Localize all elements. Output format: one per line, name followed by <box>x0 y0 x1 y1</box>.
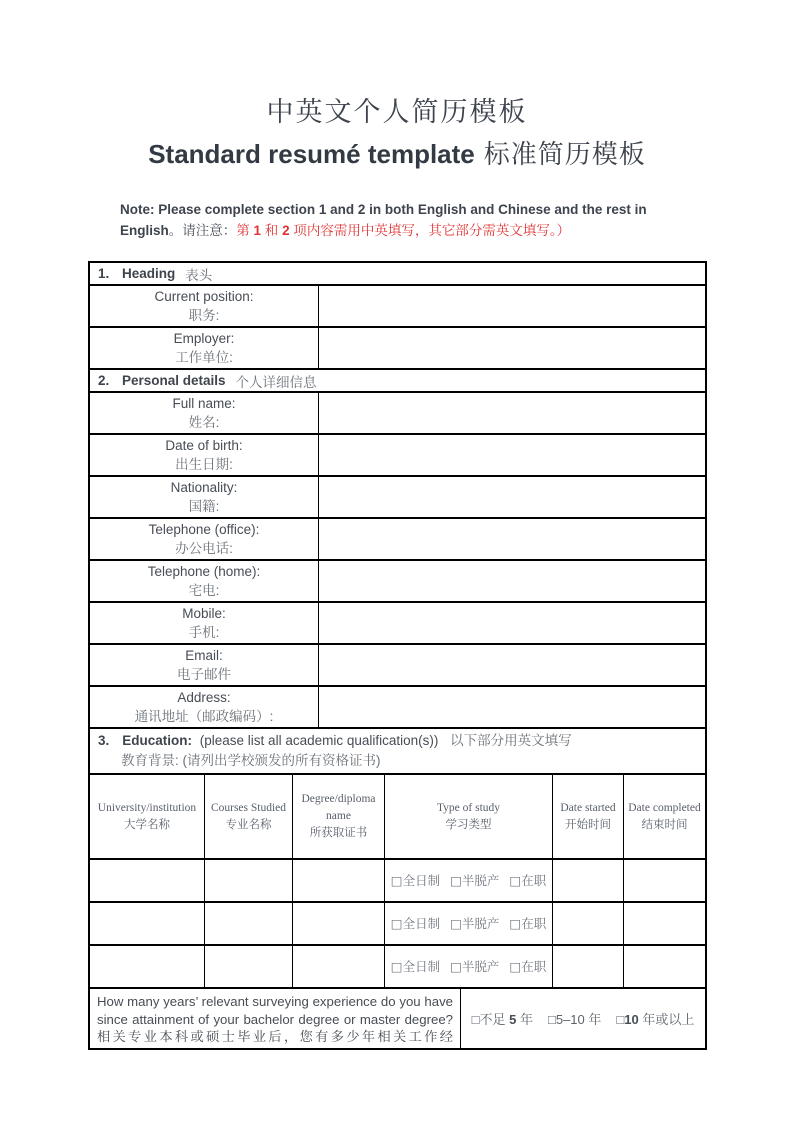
telephone-home-label <box>90 561 318 601</box>
note-red-text: 和 <box>261 223 283 238</box>
telephone-home-label-zh: 宅电: <box>188 583 220 598</box>
nationality-label-zh: 国籍: <box>188 499 220 514</box>
education-1-courses-input[interactable] <box>204 860 292 901</box>
section-1-title-zh: 表头 <box>185 267 213 283</box>
education-row-2 <box>90 903 705 946</box>
checkbox-on-job[interactable]: □在职 <box>509 873 547 888</box>
education-1-type-of-study <box>384 860 552 901</box>
education-table-header <box>90 775 705 860</box>
note-red-number-1: 1 <box>253 223 262 238</box>
date-of-birth-input[interactable] <box>318 435 705 475</box>
header-date-started <box>552 775 623 858</box>
checkbox-on-job[interactable]: □在职 <box>509 916 547 931</box>
page-title-english-text: Standard resumé template <box>148 139 475 169</box>
section-3-number: 3. <box>98 733 110 748</box>
header-courses-zh: 专业名称 <box>225 818 272 831</box>
header-type-of-study <box>384 775 552 858</box>
current-position-label <box>90 286 318 326</box>
row-email <box>90 645 705 687</box>
section-1-heading <box>90 263 705 286</box>
option-bold-number: 5 <box>509 1012 517 1027</box>
education-2-date-started-input[interactable] <box>552 903 623 944</box>
option-bold-number: 10 <box>624 1012 639 1027</box>
education-2-university-input[interactable] <box>90 903 204 944</box>
education-2-degree-input[interactable] <box>292 903 384 944</box>
row-mobile <box>90 603 705 645</box>
section-3-title-paren: (please list all academic qualification(s)) <box>199 733 439 748</box>
header-degree <box>292 775 384 858</box>
row-telephone-office <box>90 519 705 561</box>
note-red-number-2: 2 <box>282 223 290 238</box>
header-type-of-study-zh: 学习类型 <box>445 818 492 831</box>
telephone-office-input[interactable] <box>318 519 705 559</box>
address-input[interactable] <box>318 687 705 727</box>
row-full-name <box>90 393 705 435</box>
note-red-text: 项内容需用中英填写，其它部分需英文填写。） <box>289 223 571 238</box>
date-of-birth-label-en: Date of birth: <box>165 438 243 453</box>
full-name-label-en: Full name: <box>172 396 236 411</box>
experience-options <box>460 989 705 1048</box>
checkbox-full-time[interactable]: □全日制 <box>390 916 441 931</box>
section-1-title-en: Heading <box>122 266 176 281</box>
option-text: □5–10 年 <box>547 1012 602 1027</box>
page-title-chinese: 中英文个人简历模板 <box>266 97 528 128</box>
employer-label-zh: 工作单位: <box>175 350 233 365</box>
education-2-type-of-study <box>384 903 552 944</box>
education-1-date-completed-input[interactable] <box>623 860 705 901</box>
employer-label <box>90 328 318 368</box>
header-degree-zh: 所获取证书 <box>309 827 368 839</box>
nationality-label-en: Nationality: <box>170 480 238 495</box>
education-1-date-started-input[interactable] <box>552 860 623 901</box>
header-courses <box>204 775 292 858</box>
section-2-heading <box>90 370 705 393</box>
header-date-started-en: Date started <box>560 801 616 814</box>
section-2-title-zh: 个人详细信息 <box>235 374 317 390</box>
telephone-home-label-en: Telephone (home): <box>147 564 261 579</box>
education-2-date-completed-input[interactable] <box>623 903 705 944</box>
option-text: □不足 <box>471 1012 510 1027</box>
header-university-zh: 大学名称 <box>124 818 170 831</box>
checkbox-part-release[interactable]: □半脱产 <box>450 959 500 974</box>
checkbox-full-time[interactable]: □全日制 <box>390 959 441 974</box>
telephone-office-label <box>90 519 318 559</box>
employer-input[interactable] <box>318 328 705 368</box>
section-2-title-en: Personal details <box>122 373 226 388</box>
option-text: 年 <box>516 1012 533 1027</box>
checkbox-part-release[interactable]: □半脱产 <box>450 873 500 888</box>
option-text: □ <box>616 1012 625 1027</box>
education-2-courses-input[interactable] <box>204 903 292 944</box>
address-label-en: Address: <box>177 690 231 705</box>
education-3-degree-input[interactable] <box>292 946 384 987</box>
address-label <box>90 687 318 727</box>
section-3-line1 <box>98 731 705 751</box>
mobile-input[interactable] <box>318 603 705 643</box>
current-position-label-zh: 职务: <box>188 308 220 323</box>
date-of-birth-label <box>90 435 318 475</box>
row-nationality <box>90 477 705 519</box>
resume-form-table <box>88 261 707 1050</box>
experience-question-zh: 相关专业本科或硕士毕业后，您有多少年相关工作经 <box>97 1029 453 1044</box>
header-date-completed-zh: 结束时间 <box>641 818 688 831</box>
note-red-text: 第 <box>236 223 254 238</box>
row-employer <box>90 328 705 370</box>
email-label-zh: 电子邮件 <box>177 667 231 682</box>
education-1-university-input[interactable] <box>90 860 204 901</box>
telephone-office-label-zh: 办公电话: <box>175 541 233 556</box>
education-3-date-started-input[interactable] <box>552 946 623 987</box>
checkbox-5-to-10-years[interactable] <box>548 1009 601 1028</box>
header-date-started-zh: 开始时间 <box>565 818 611 831</box>
option-text: 年或以上 <box>638 1012 695 1027</box>
current-position-input[interactable] <box>318 286 705 326</box>
header-degree-en: Degree/diploma name <box>301 793 376 822</box>
mobile-label-en: Mobile: <box>182 606 226 621</box>
full-name-label <box>90 393 318 433</box>
header-date-completed <box>623 775 705 858</box>
instruction-note <box>120 199 696 241</box>
mobile-label <box>90 603 318 643</box>
checkbox-on-job[interactable]: □在职 <box>509 959 547 974</box>
header-type-of-study-en: Type of study <box>436 801 501 814</box>
checkbox-part-release[interactable]: □半脱产 <box>450 916 500 931</box>
employer-label-en: Employer: <box>173 331 235 346</box>
telephone-office-label-en: Telephone (office): <box>148 522 260 537</box>
full-name-input[interactable] <box>318 393 705 433</box>
header-university <box>90 775 204 858</box>
checkbox-under-5-years[interactable] <box>472 1009 533 1028</box>
telephone-home-input[interactable] <box>318 561 705 601</box>
row-telephone-home <box>90 561 705 603</box>
education-1-degree-input[interactable] <box>292 860 384 901</box>
education-3-type-of-study <box>384 946 552 987</box>
row-address <box>90 687 705 729</box>
address-label-zh: 通讯地址（邮政编码）: <box>134 709 274 724</box>
education-row-3 <box>90 946 705 989</box>
note-chinese-lead: 。请注意： <box>168 223 237 238</box>
full-name-label-zh: 姓名: <box>188 415 220 430</box>
nationality-label <box>90 477 318 517</box>
education-row-1 <box>90 860 705 903</box>
section-3-title-en: Education: <box>122 733 193 748</box>
section-2-number: 2. <box>98 373 110 388</box>
email-input[interactable] <box>318 645 705 685</box>
section-3-title-zh: 以下部分用英文填写 <box>450 733 572 748</box>
current-position-label-en: Current position: <box>154 289 254 304</box>
experience-question-en: How many years’ relevant surveying experience do you have since attainment of your bachelor degree or master degree? <box>97 994 453 1027</box>
education-3-date-completed-input[interactable] <box>623 946 705 987</box>
experience-question <box>90 989 460 1048</box>
nationality-input[interactable] <box>318 477 705 517</box>
mobile-label-zh: 手机: <box>188 625 220 640</box>
page-title-english <box>0 134 794 171</box>
page-title-chinese-suffix: 标准简历模板 <box>483 140 646 170</box>
experience-question-row <box>90 989 705 1048</box>
row-date-of-birth <box>90 435 705 477</box>
header-date-completed-en: Date completed <box>628 801 701 814</box>
date-of-birth-label-zh: 出生日期: <box>175 457 233 472</box>
email-label-en: Email: <box>185 648 223 663</box>
email-label <box>90 645 318 685</box>
section-3-subtitle-zh: 教育背景: (请列出学校颁发的所有资格证书) <box>121 753 381 768</box>
section-3-heading <box>90 729 705 775</box>
row-current-position <box>90 286 705 328</box>
checkbox-full-time[interactable]: □全日制 <box>390 873 441 888</box>
header-university-en: University/institution <box>97 801 197 814</box>
section-1-number: 1. <box>98 266 110 281</box>
header-courses-en: Courses Studied <box>210 801 287 814</box>
note-english: Note: Please complete section 1 and 2 in both English and Chinese and the rest in English <box>120 202 647 238</box>
education-3-courses-input[interactable] <box>204 946 292 987</box>
education-3-university-input[interactable] <box>90 946 204 987</box>
checkbox-over-10-years[interactable] <box>616 1009 694 1028</box>
